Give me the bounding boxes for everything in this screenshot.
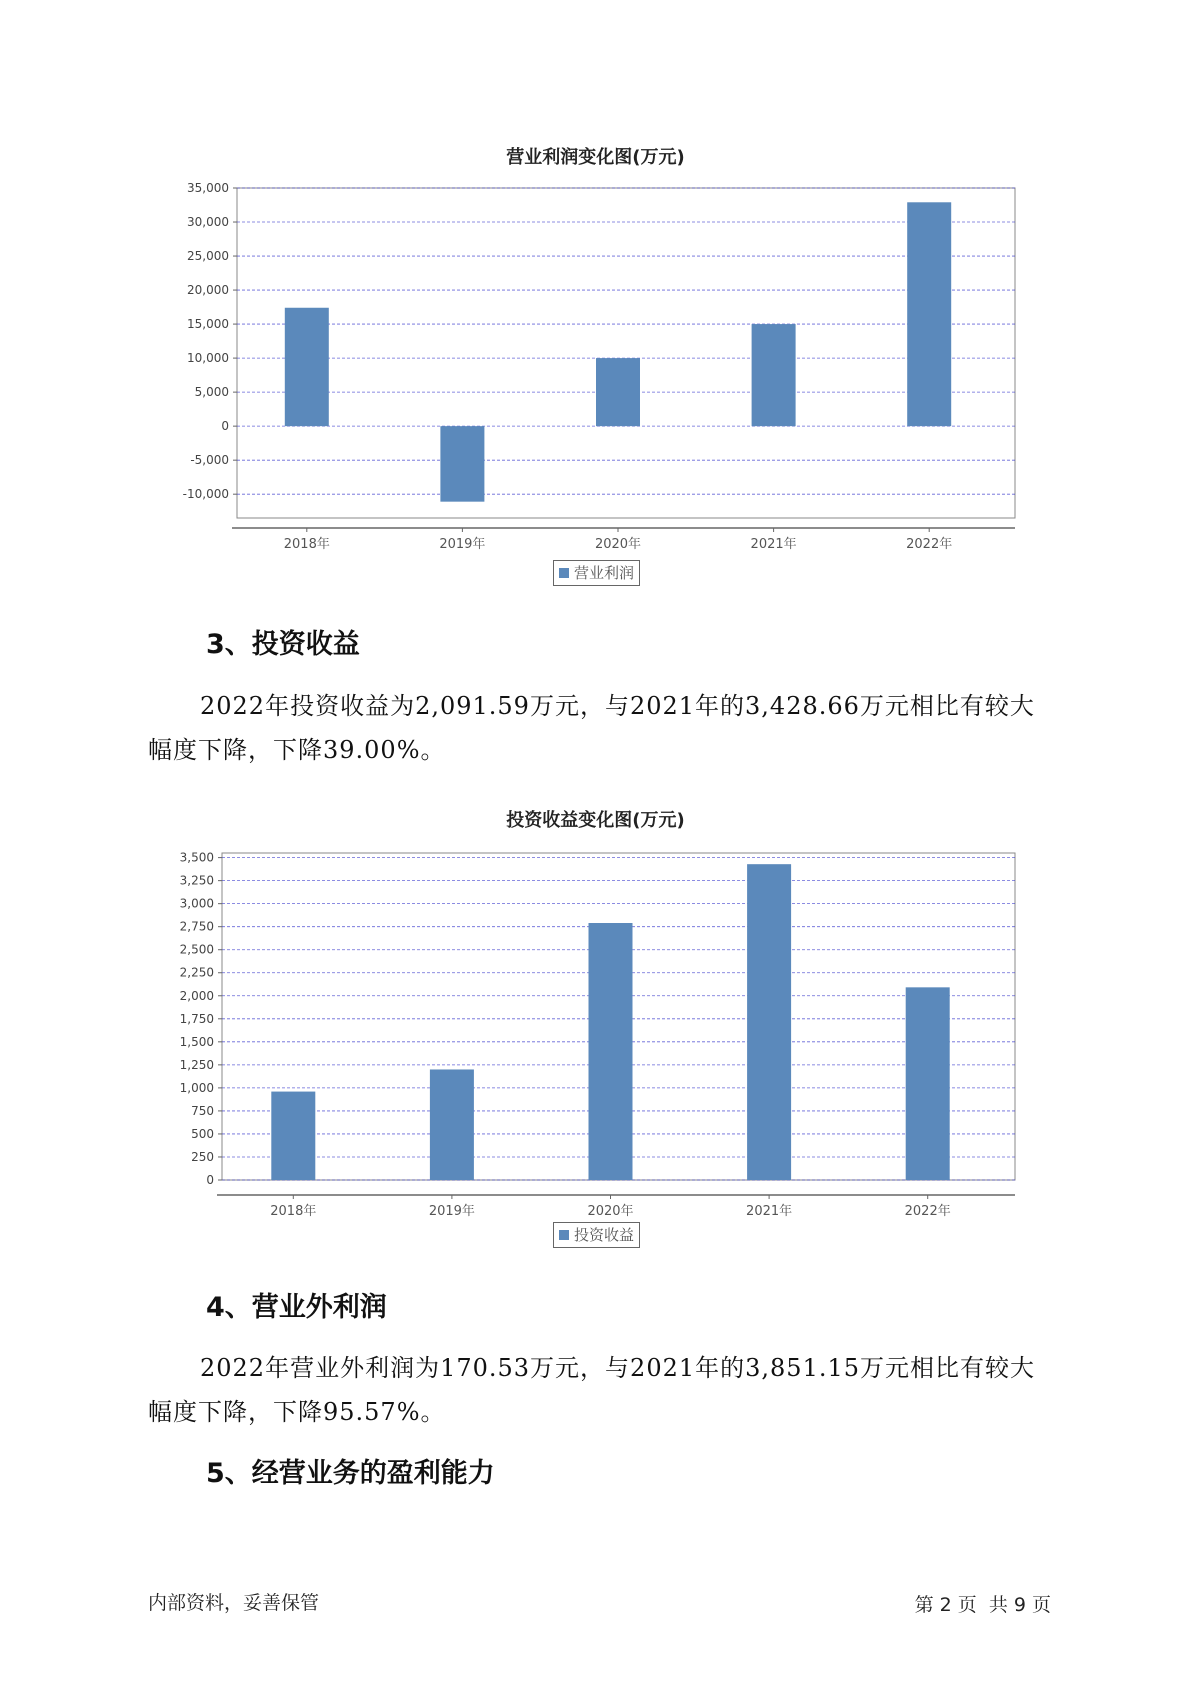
operating-profit-chart <box>0 170 1191 550</box>
bar-2022年 <box>907 202 951 426</box>
y-tick-label: -5,000 <box>190 453 229 468</box>
section-heading-non-operating-profit: 4、营业外利润 <box>206 1292 387 1323</box>
bar-2020年 <box>589 923 633 1180</box>
x-tick-label: 2018年 <box>283 537 330 552</box>
x-tick-label: 2022年 <box>906 537 953 552</box>
bar-2019年 <box>430 1069 474 1180</box>
x-tick-label: 2019年 <box>428 1204 475 1219</box>
y-tick-label: 1,250 <box>179 1057 214 1072</box>
section-heading-investment-income: 3、投资收益 <box>206 629 360 660</box>
bar-2020年 <box>596 358 640 426</box>
chart1-title: 营业利润变化图(万元) <box>506 147 685 168</box>
y-tick-label: 500 <box>191 1126 214 1141</box>
chart2-title: 投资收益变化图(万元) <box>506 810 685 831</box>
non-operating-profit-paragraph: 2022年营业外利润为170.53万元，与2021年的3,851.15万元相比有较大幅度下降，下降95.57%。 <box>148 1354 1036 1426</box>
y-tick-label: 2,000 <box>179 988 214 1003</box>
y-tick-label: 5,000 <box>194 385 229 400</box>
x-tick-label: 2018年 <box>270 1204 317 1219</box>
y-tick-label: 35,000 <box>187 181 229 195</box>
y-tick-label: 3,000 <box>179 896 214 911</box>
y-tick-label: 2,250 <box>179 965 214 980</box>
bar-2021年 <box>747 864 791 1180</box>
chart1-legend-label: 营业利润 <box>574 564 635 582</box>
bar-2019年 <box>440 426 484 502</box>
x-tick-label: 2021年 <box>746 1204 793 1219</box>
bar-2018年 <box>285 308 329 426</box>
y-tick-label: 750 <box>191 1103 214 1118</box>
bar-2022年 <box>906 987 950 1180</box>
chart2-legend <box>553 1222 640 1248</box>
legend-swatch <box>559 568 569 578</box>
y-tick-label: 0 <box>221 419 229 434</box>
y-tick-label: 30,000 <box>187 215 229 230</box>
footer-page-number: 第 2 页 共 9 页 <box>914 1594 1051 1616</box>
chart2-legend-label: 投资收益 <box>574 1226 635 1244</box>
x-tick-label: 2020年 <box>587 1204 634 1219</box>
y-tick-label: 3,250 <box>179 873 214 888</box>
y-tick-label: 2,500 <box>179 942 214 957</box>
legend-swatch <box>559 1230 569 1240</box>
y-tick-label: 0 <box>206 1173 214 1187</box>
y-tick-label: 25,000 <box>187 249 229 264</box>
chart1-legend <box>553 560 640 586</box>
x-tick-label: 2022年 <box>904 1204 951 1219</box>
y-tick-label: -10,000 <box>182 487 229 502</box>
y-tick-label: 10,000 <box>187 351 229 366</box>
footer-confidential-note: 内部资料，妥善保管 <box>148 1592 320 1614</box>
section-heading-profitability: 5、经营业务的盈利能力 <box>206 1458 495 1489</box>
y-tick-label: 1,500 <box>179 1034 214 1049</box>
y-tick-label: 1,000 <box>179 1080 214 1095</box>
x-tick-label: 2021年 <box>750 537 797 552</box>
investment-income-paragraph: 2022年投资收益为2,091.59万元，与2021年的3,428.66万元相比有较大幅度下降，下降39.00%。 <box>148 692 1035 764</box>
x-tick-label: 2020年 <box>594 537 642 552</box>
investment-income-chart <box>0 835 1191 1219</box>
x-tick-label: 2019年 <box>439 537 486 552</box>
y-tick-label: 15,000 <box>187 317 229 332</box>
y-tick-label: 2,750 <box>179 919 214 934</box>
y-tick-label: 250 <box>191 1149 214 1164</box>
y-tick-label: 1,750 <box>179 1011 214 1026</box>
bar-2021年 <box>752 324 796 426</box>
plot-area <box>237 188 1015 518</box>
bar-2018年 <box>271 1092 315 1180</box>
y-tick-label: 20,000 <box>187 283 229 298</box>
y-tick-label: 3,500 <box>179 850 214 865</box>
